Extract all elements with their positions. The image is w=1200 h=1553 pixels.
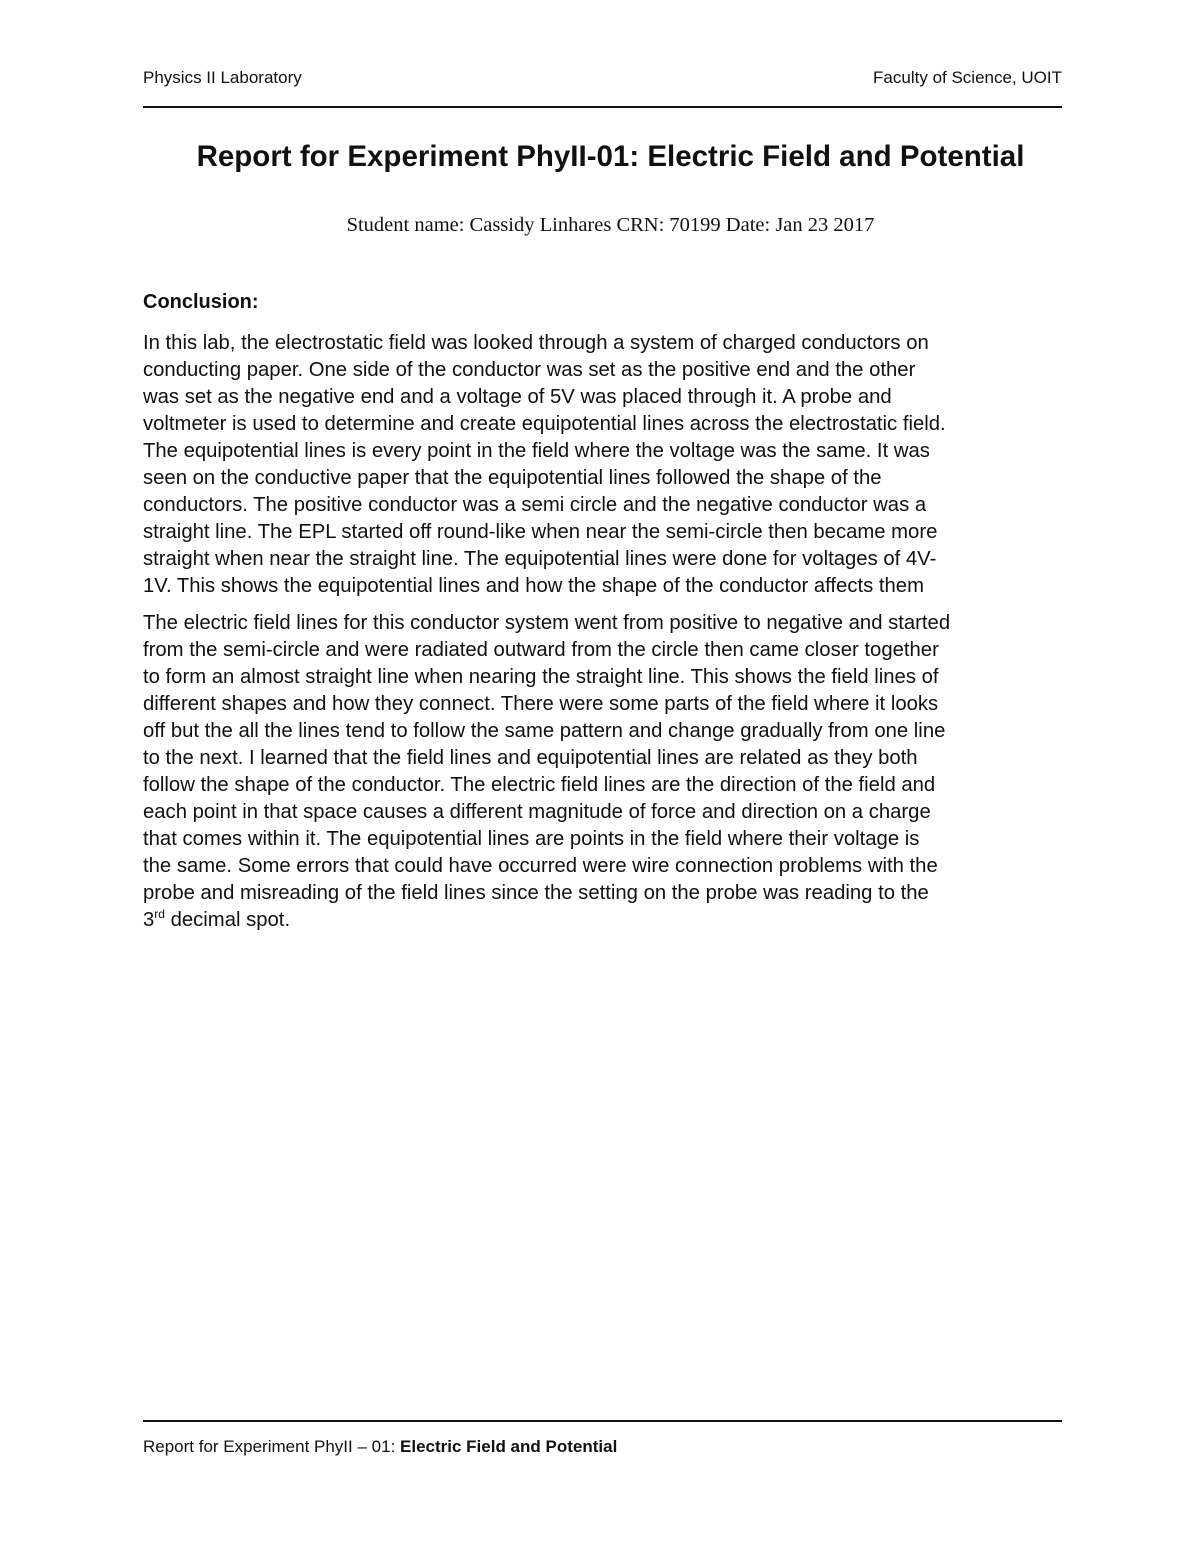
conclusion-paragraph-2 <box>143 610 1078 934</box>
text-line: to form an almost straight line when nearing the straight line. This shows the field lines of <box>143 666 939 688</box>
text-line: The equipotential lines is every point in the field where the voltage was the same. It was <box>143 440 930 462</box>
text-line: conductors. The positive conductor was a semi circle and the negative conductor was a <box>143 494 927 516</box>
text-line: voltmeter is used to determine and create equipotential lines across the electrostatic field. <box>143 413 946 435</box>
text-line: each point in that space causes a different magnitude of force and direction on a charge <box>143 801 931 823</box>
text-line: from the semi-circle and were radiated outward from the circle then came closer together <box>143 639 939 661</box>
text-line: different shapes and how they connect. There were some parts of the field where it looks <box>143 693 939 715</box>
text-line: that comes within it. The equipotential lines are points in the field where their voltage is <box>143 828 920 850</box>
footer-divider <box>143 1420 1062 1422</box>
text-line: 1V. This shows the equipotential lines and how the shape of the conductor affects them <box>143 575 924 597</box>
text-line: straight line. The EPL started off round-like when near the semi-circle then became more <box>143 521 938 543</box>
page-header <box>143 68 1062 94</box>
last-line-text: decimal spot. <box>164 909 291 931</box>
student-info-line: Student name: Cassidy Linhares CRN: 70199 Date: Jan 23 2017 <box>346 214 875 236</box>
header-divider <box>143 106 1062 108</box>
ordinal-number: 3 <box>143 909 155 931</box>
text-line: probe and misreading of the field lines since the setting on the probe was reading to the <box>143 882 929 904</box>
conclusion-heading: Conclusion: <box>143 291 259 313</box>
header-faculty-name: Faculty of Science, UOIT <box>873 68 1062 87</box>
text-line: follow the shape of the conductor. The electric field lines are the direction of the field and <box>143 774 936 796</box>
text-line: was set as the negative end and a voltage of 5V was placed through it. A probe and <box>143 386 892 408</box>
text-line: In this lab, the electrostatic field was looked through a system of charged conductors on <box>143 332 929 354</box>
footer-experiment-title: Electric Field and Potential <box>400 1437 618 1456</box>
conclusion-body <box>143 330 1078 944</box>
conclusion-paragraph-1 <box>143 330 1078 600</box>
text-line: The electric field lines for this conductor system went from positive to negative and started <box>143 612 951 634</box>
text-line: straight when near the straight line. The equipotential lines were done for voltages of 4V- <box>143 548 937 570</box>
ordinal-suffix: rd <box>154 907 165 921</box>
text-line: off but the all the lines tend to follow the same pattern and change gradually from one line <box>143 720 946 742</box>
text-line: seen on the conductive paper that the equipotential lines followed the shape of the <box>143 467 882 489</box>
report-title: Report for Experiment PhyII-01: Electric Field and Potential <box>196 140 1025 173</box>
text-line-last <box>143 907 1078 934</box>
text-line: to the next. I learned that the field lines and equipotential lines are related as they both <box>143 747 918 769</box>
page-footer <box>143 1437 617 1457</box>
text-line: the same. Some errors that could have occurred were wire connection problems with the <box>143 855 938 877</box>
footer-report-label: Report for Experiment PhyII – 01: <box>143 1437 401 1456</box>
header-course-name: Physics II Laboratory <box>143 68 302 87</box>
text-line: conducting paper. One side of the conductor was set as the positive end and the other <box>143 359 916 381</box>
